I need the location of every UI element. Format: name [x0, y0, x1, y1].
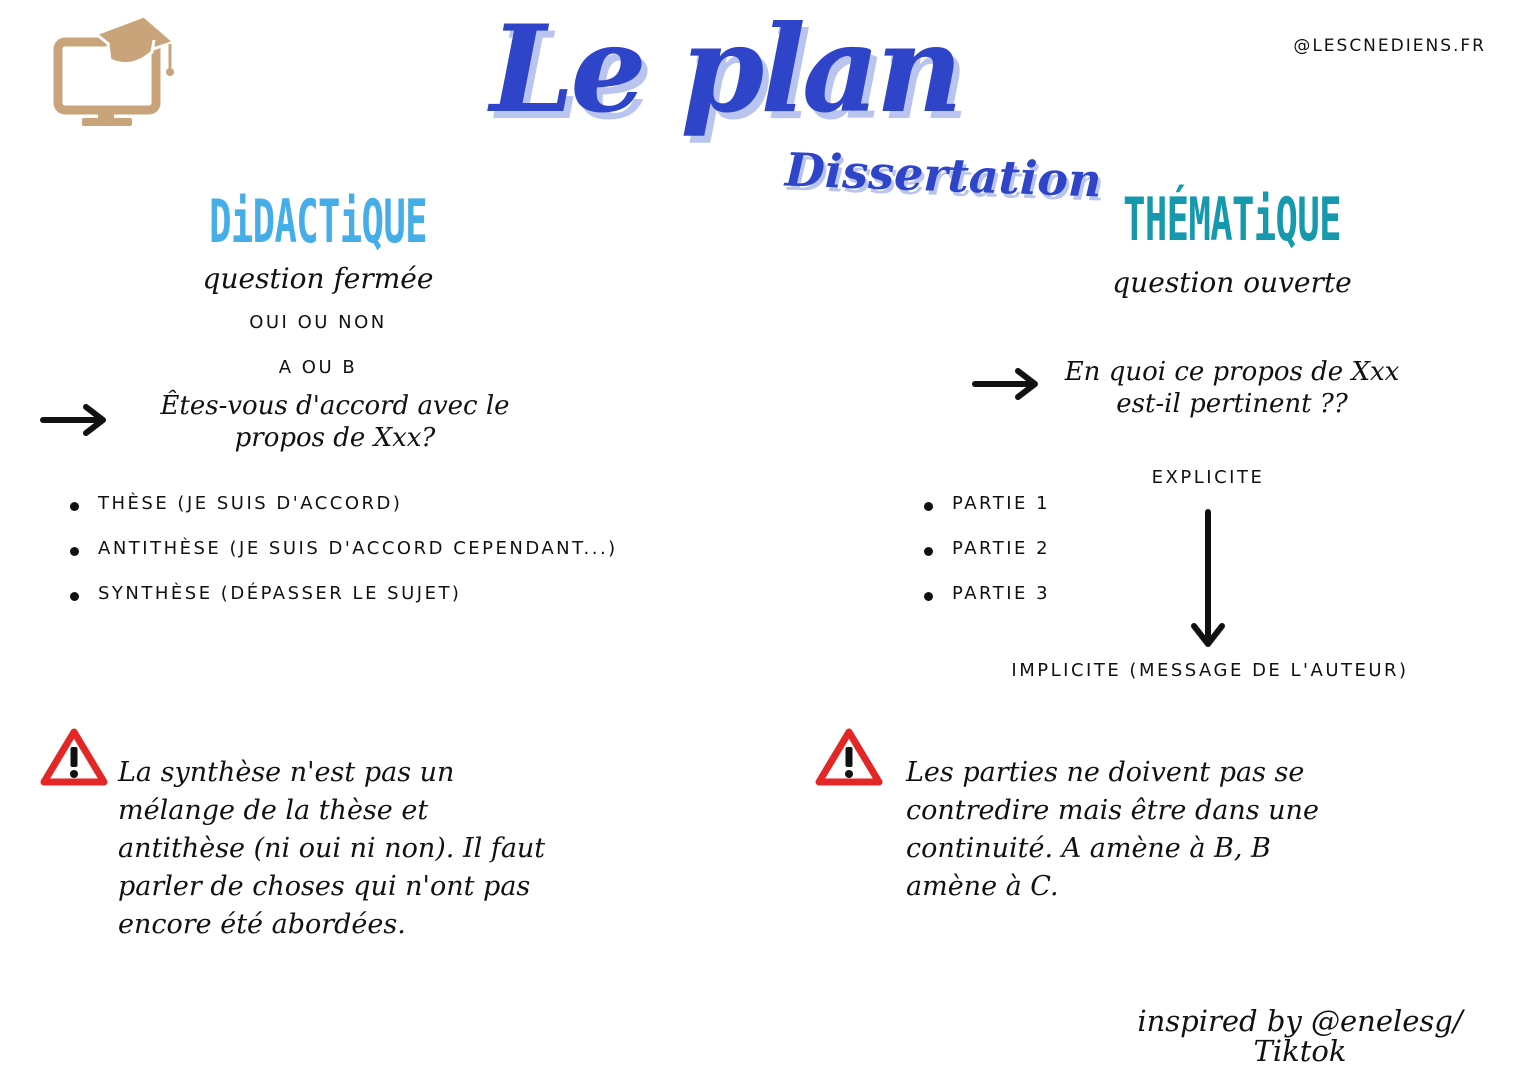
left-warning-note: La synthèse n'est pas un mélange de la thèse et antithèse (ni oui ni non). Il faut parler de choses qui n'ont pas encore été abordées.: [118, 757, 546, 940]
implicit-label: IMPLICITE (MESSAGE DE L'AUTEUR): [1011, 660, 1409, 681]
list-item: ANTITHÈSE (JE SUIS D'ACCORD CEPENDANT...): [70, 538, 670, 563]
arrow-right-icon: [40, 402, 110, 438]
page-title: Le plan: [490, 0, 959, 140]
right-warning-note: Les parties ne doivent pas se contredire mais être dans une continuité. A amène à B, B amène à C.: [906, 757, 1319, 902]
list-item: THÈSE (JE SUIS D'ACCORD): [70, 493, 670, 518]
list-item: SYNTHÈSE (DÉPASSER LE SUJET): [70, 583, 670, 608]
left-option-1: OUI OU NON: [249, 312, 387, 333]
page-subtitle: Dissertation: [784, 142, 1103, 208]
monitor-graduation-cap-icon: [52, 12, 178, 132]
warning-triangle-icon: [40, 728, 108, 786]
right-bullet-list: [924, 493, 1124, 628]
arrow-down-icon: [1188, 508, 1228, 650]
left-bullet-list: [70, 493, 670, 628]
credit-text: inspired by @enelesg/ Tiktok: [1137, 1004, 1463, 1068]
warning-triangle-icon: [815, 728, 883, 786]
explicit-label: EXPLICITE: [1151, 467, 1265, 488]
left-example-question: Êtes-vous d'accord avec le propos de Xxx?: [160, 391, 510, 453]
heading-thematique: THÉMATiQUE: [1123, 185, 1341, 255]
list-item: PARTIE 2: [924, 538, 1124, 563]
list-item: PARTIE 3: [924, 583, 1124, 608]
right-example-question: En quoi ce propos de Xxx est-il pertinent ??: [1064, 357, 1400, 419]
heading-didactique: DiDACTiQUE: [209, 187, 427, 257]
list-item: PARTIE 1: [924, 493, 1124, 518]
arrow-right-icon: [972, 366, 1042, 402]
author-handle: @LESCNEDIENS.FR: [1293, 36, 1486, 56]
left-option-2: A OU B: [278, 357, 358, 378]
right-question-type: question ouverte: [1112, 266, 1352, 299]
left-question-type: question fermée: [202, 262, 434, 295]
